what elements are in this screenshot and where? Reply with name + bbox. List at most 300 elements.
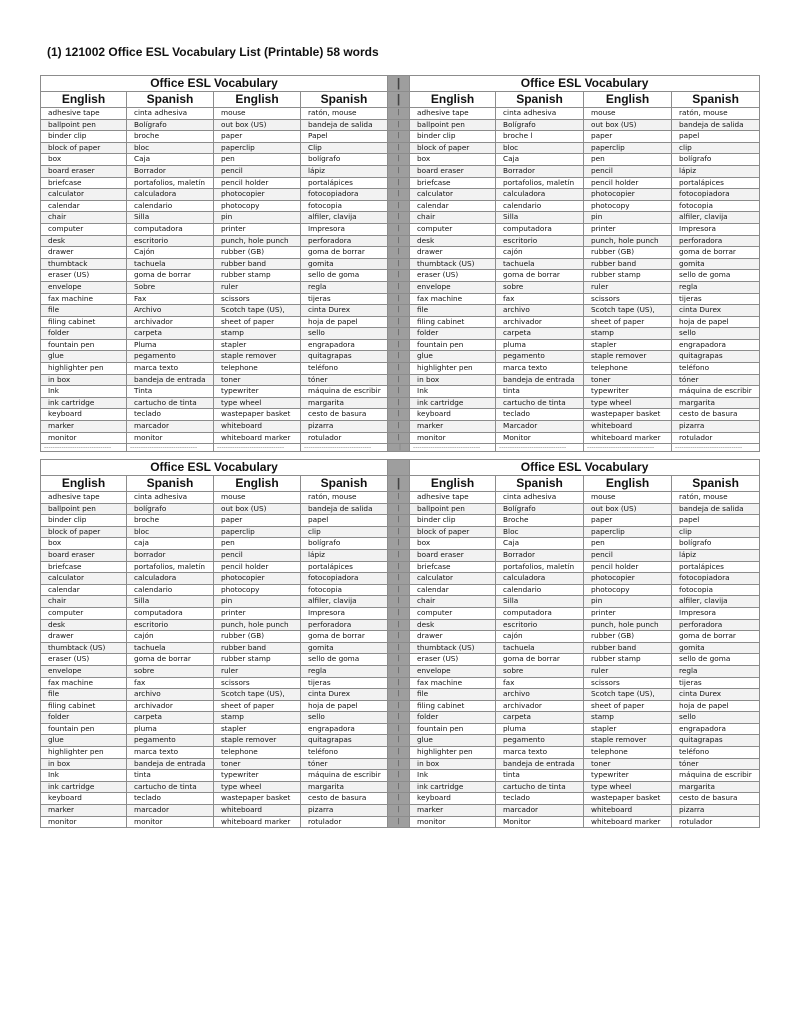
spanish-term: pluma bbox=[496, 723, 584, 735]
english-term: punch, hole punch bbox=[214, 235, 301, 247]
header-spanish: Spanish bbox=[127, 476, 214, 492]
spanish-term: portalápices bbox=[301, 177, 388, 189]
spanish-term: Silla bbox=[496, 212, 584, 224]
english-term: whiteboard bbox=[214, 421, 301, 433]
spanish-term: escritorio bbox=[127, 619, 214, 631]
english-term: mouse bbox=[584, 492, 672, 504]
header-spanish: Spanish bbox=[672, 476, 760, 492]
english-term: fountain pen bbox=[410, 339, 496, 351]
spanish-term: tóner bbox=[672, 374, 760, 386]
dash-line: ------------------------------- bbox=[41, 444, 127, 452]
spanish-term: Fax bbox=[127, 293, 214, 305]
english-term: envelope bbox=[410, 281, 496, 293]
spanish-term: archivo bbox=[496, 689, 584, 701]
english-term: toner bbox=[214, 374, 301, 386]
english-term: paper bbox=[214, 515, 301, 527]
spanish-term: regla bbox=[672, 281, 760, 293]
english-term: keyboard bbox=[410, 793, 496, 805]
spanish-term: engrapadora bbox=[672, 723, 760, 735]
vocab-row bbox=[41, 212, 760, 224]
english-term: scissors bbox=[214, 677, 301, 689]
vocab-row bbox=[41, 712, 760, 724]
vocab-row bbox=[41, 200, 760, 212]
spanish-term: ratón, mouse bbox=[301, 108, 388, 120]
spanish-term: Silla bbox=[127, 212, 214, 224]
english-term: toner bbox=[214, 758, 301, 770]
english-term: photocopy bbox=[584, 584, 672, 596]
spanish-term: goma de borrar bbox=[496, 270, 584, 282]
english-term: wastepaper basket bbox=[584, 793, 672, 805]
spanish-term: sello de goma bbox=[672, 654, 760, 666]
vocab-row bbox=[41, 177, 760, 189]
spanish-term: teléfono bbox=[672, 363, 760, 375]
spanish-term: Pluma bbox=[127, 339, 214, 351]
column-divider: | bbox=[388, 339, 410, 351]
spanish-term: bandeja de salida bbox=[672, 119, 760, 131]
english-term: printer bbox=[584, 223, 672, 235]
vocab-row bbox=[41, 235, 760, 247]
column-divider: | bbox=[388, 712, 410, 724]
english-term: ruler bbox=[584, 281, 672, 293]
vocab-table-top bbox=[40, 75, 760, 452]
spanish-term: engrapadora bbox=[672, 339, 760, 351]
english-term: pencil bbox=[214, 549, 301, 561]
english-term: binder clip bbox=[41, 515, 127, 527]
header-english: English bbox=[410, 92, 496, 108]
spanish-term: tijeras bbox=[672, 677, 760, 689]
vocab-row bbox=[41, 316, 760, 328]
english-term: whiteboard bbox=[584, 805, 672, 817]
spanish-term: computadora bbox=[496, 223, 584, 235]
spanish-term: quitagrapas bbox=[301, 735, 388, 747]
spanish-term: rotulador bbox=[672, 432, 760, 444]
spanish-term: quitagrapas bbox=[672, 735, 760, 747]
spanish-term: Tinta bbox=[127, 386, 214, 398]
english-term: pen bbox=[214, 154, 301, 166]
dash-line: ------------------------------- bbox=[127, 444, 214, 452]
column-divider: | bbox=[388, 747, 410, 759]
english-term: rubber stamp bbox=[214, 270, 301, 282]
vocab-row bbox=[41, 258, 760, 270]
spanish-term: pizarra bbox=[301, 421, 388, 433]
spanish-term: archivo bbox=[127, 689, 214, 701]
spanish-term: cajón bbox=[127, 631, 214, 643]
spanish-term: bandeja de entrada bbox=[496, 374, 584, 386]
spanish-term: ratón, mouse bbox=[672, 108, 760, 120]
spanish-term: hoja de papel bbox=[301, 316, 388, 328]
column-divider: | bbox=[388, 409, 410, 421]
english-term: telephone bbox=[214, 363, 301, 375]
vocab-row bbox=[41, 386, 760, 398]
spanish-term: goma de borrar bbox=[672, 631, 760, 643]
english-term: printer bbox=[214, 223, 301, 235]
spanish-term: Archivo bbox=[127, 305, 214, 317]
english-term: file bbox=[41, 305, 127, 317]
spanish-term: borrador bbox=[127, 549, 214, 561]
spanish-term: fotocopia bbox=[301, 584, 388, 596]
spanish-term: marca texto bbox=[496, 747, 584, 759]
english-term: fountain pen bbox=[410, 723, 496, 735]
english-term: eraser (US) bbox=[41, 654, 127, 666]
english-term: ink cartridge bbox=[41, 397, 127, 409]
english-term: monitor bbox=[410, 432, 496, 444]
spanish-term: fotocopia bbox=[672, 584, 760, 596]
english-term: typewriter bbox=[214, 386, 301, 398]
english-term: adhesive tape bbox=[410, 108, 496, 120]
spanish-term: teclado bbox=[127, 793, 214, 805]
spanish-term: alfiler, clavija bbox=[672, 212, 760, 224]
vocab-table-bottom bbox=[40, 459, 760, 828]
spanish-term: pegamento bbox=[496, 735, 584, 747]
column-divider: | bbox=[388, 573, 410, 585]
header-english: English bbox=[41, 476, 127, 492]
column-divider: | bbox=[388, 584, 410, 596]
column-divider: | bbox=[388, 503, 410, 515]
column-divider: | bbox=[388, 700, 410, 712]
spanish-term: calendario bbox=[496, 584, 584, 596]
spanish-term: teléfono bbox=[301, 747, 388, 759]
english-term: board eraser bbox=[410, 165, 496, 177]
english-term: filing cabinet bbox=[410, 316, 496, 328]
vocab-row bbox=[41, 189, 760, 201]
english-term: rubber band bbox=[214, 642, 301, 654]
spanish-term: computadora bbox=[127, 223, 214, 235]
spanish-term: gomita bbox=[301, 642, 388, 654]
vocab-row bbox=[41, 409, 760, 421]
spanish-term: Bolígrafo bbox=[496, 119, 584, 131]
spanish-term: gomita bbox=[672, 642, 760, 654]
spanish-term: tóner bbox=[301, 374, 388, 386]
spanish-term: sello bbox=[301, 712, 388, 724]
english-term: block of paper bbox=[410, 526, 496, 538]
header-english: English bbox=[584, 92, 672, 108]
english-term: rubber (GB) bbox=[214, 631, 301, 643]
dash-line: ------------------------------- bbox=[301, 444, 388, 452]
english-term: block of paper bbox=[41, 142, 127, 154]
english-term: Scotch tape (US), bbox=[584, 305, 672, 317]
english-term: chair bbox=[410, 212, 496, 224]
english-term: ink cartridge bbox=[410, 397, 496, 409]
column-divider: | bbox=[388, 607, 410, 619]
english-term: pencil holder bbox=[584, 561, 672, 573]
english-term: paperclip bbox=[584, 142, 672, 154]
english-term: photocopier bbox=[214, 573, 301, 585]
vocab-row bbox=[41, 573, 760, 585]
spanish-term: computadora bbox=[496, 607, 584, 619]
english-term: calculator bbox=[410, 189, 496, 201]
spanish-term: gomita bbox=[672, 258, 760, 270]
spanish-term: calculadora bbox=[127, 573, 214, 585]
english-term: staple remover bbox=[584, 351, 672, 363]
spanish-term: lápiz bbox=[301, 549, 388, 561]
column-divider: | bbox=[388, 596, 410, 608]
english-term: wastepaper basket bbox=[214, 793, 301, 805]
english-term: chair bbox=[41, 596, 127, 608]
vocab-row bbox=[41, 397, 760, 409]
english-term: keyboard bbox=[410, 409, 496, 421]
column-divider: | bbox=[388, 328, 410, 340]
spanish-term: bolígrafo bbox=[301, 154, 388, 166]
spanish-term: cajón bbox=[496, 247, 584, 259]
column-divider: | bbox=[388, 119, 410, 131]
english-term: punch, hole punch bbox=[584, 235, 672, 247]
english-term: pin bbox=[584, 212, 672, 224]
spanish-term: pluma bbox=[496, 339, 584, 351]
spanish-term: clip bbox=[301, 526, 388, 538]
spanish-term: sello bbox=[301, 328, 388, 340]
column-divider: | bbox=[388, 270, 410, 282]
vocab-row bbox=[41, 770, 760, 782]
english-term: photocopier bbox=[584, 573, 672, 585]
english-term: binder clip bbox=[410, 515, 496, 527]
english-term: pencil bbox=[214, 165, 301, 177]
spanish-term: hoja de papel bbox=[301, 700, 388, 712]
spanish-term: margarita bbox=[301, 781, 388, 793]
english-term: ink cartridge bbox=[41, 781, 127, 793]
spanish-term: sello de goma bbox=[301, 270, 388, 282]
column-divider: | bbox=[388, 142, 410, 154]
english-term: paper bbox=[584, 131, 672, 143]
spanish-term: archivador bbox=[496, 316, 584, 328]
spanish-term: cartucho de tinta bbox=[496, 397, 584, 409]
spanish-term: archivador bbox=[496, 700, 584, 712]
english-term: thumbtack (US) bbox=[41, 642, 127, 654]
spanish-term: calendario bbox=[127, 584, 214, 596]
column-divider: | bbox=[388, 619, 410, 631]
vocab-row bbox=[41, 281, 760, 293]
english-term: photocopy bbox=[214, 200, 301, 212]
spanish-term: papel bbox=[672, 131, 760, 143]
english-term: mouse bbox=[214, 108, 301, 120]
english-term: type wheel bbox=[214, 397, 301, 409]
english-term: block of paper bbox=[410, 142, 496, 154]
spanish-term: fotocopiadora bbox=[301, 189, 388, 201]
spanish-term: caja bbox=[127, 538, 214, 550]
english-term: desk bbox=[410, 619, 496, 631]
vocab-row bbox=[41, 247, 760, 259]
spanish-term: margarita bbox=[672, 781, 760, 793]
spanish-term: sobre bbox=[496, 665, 584, 677]
column-divider: | bbox=[388, 677, 410, 689]
english-term: monitor bbox=[41, 432, 127, 444]
spanish-term: sello de goma bbox=[672, 270, 760, 282]
spanish-term: sello bbox=[672, 712, 760, 724]
spanish-term: calendario bbox=[127, 200, 214, 212]
spanish-term: cinta Durex bbox=[672, 305, 760, 317]
spanish-term: tachuela bbox=[496, 642, 584, 654]
spanish-term: máquina de escribir bbox=[672, 386, 760, 398]
english-term: sheet of paper bbox=[214, 316, 301, 328]
vocab-row bbox=[41, 561, 760, 573]
english-term: rubber (GB) bbox=[584, 631, 672, 643]
vocab-row bbox=[41, 526, 760, 538]
english-term: staple remover bbox=[584, 735, 672, 747]
english-term: briefcase bbox=[41, 177, 127, 189]
spanish-term: cinta Durex bbox=[672, 689, 760, 701]
english-term: Ink bbox=[41, 386, 127, 398]
spanish-term: fotocopiadora bbox=[672, 189, 760, 201]
english-term: stapler bbox=[214, 339, 301, 351]
column-divider: | bbox=[388, 363, 410, 375]
english-term: rubber band bbox=[584, 642, 672, 654]
header-english: English bbox=[41, 92, 127, 108]
spanish-term: calculadora bbox=[496, 573, 584, 585]
spanish-term: Impresora bbox=[672, 607, 760, 619]
column-divider: | bbox=[388, 305, 410, 317]
column-divider: | bbox=[388, 421, 410, 433]
english-term: chair bbox=[410, 596, 496, 608]
spanish-term: Caja bbox=[496, 154, 584, 166]
english-term: whiteboard bbox=[214, 805, 301, 817]
english-term: keyboard bbox=[41, 793, 127, 805]
spanish-term: pizarra bbox=[672, 421, 760, 433]
spanish-term: regla bbox=[672, 665, 760, 677]
spanish-term: bloc bbox=[127, 526, 214, 538]
column-divider: | bbox=[388, 432, 410, 444]
spanish-term: tóner bbox=[301, 758, 388, 770]
vocab-row bbox=[41, 503, 760, 515]
english-term: whiteboard marker bbox=[214, 816, 301, 828]
spanish-term: cinta adhesiva bbox=[496, 492, 584, 504]
spanish-term: marcador bbox=[127, 421, 214, 433]
english-term: in box bbox=[410, 374, 496, 386]
english-term: highlighter pen bbox=[410, 747, 496, 759]
english-term: thumbtack bbox=[41, 258, 127, 270]
spanish-term: archivador bbox=[127, 700, 214, 712]
spanish-term: papel bbox=[672, 515, 760, 527]
spanish-term: lápiz bbox=[672, 165, 760, 177]
column-divider: | bbox=[388, 281, 410, 293]
english-term: out box (US) bbox=[584, 503, 672, 515]
english-term: monitor bbox=[410, 816, 496, 828]
english-term: type wheel bbox=[584, 781, 672, 793]
spanish-term: alfiler, clavija bbox=[301, 212, 388, 224]
spanish-term: carpeta bbox=[496, 712, 584, 724]
english-term: desk bbox=[410, 235, 496, 247]
header-spanish: Spanish bbox=[496, 476, 584, 492]
spanish-term: goma de borrar bbox=[127, 654, 214, 666]
header-spanish: Spanish bbox=[301, 92, 388, 108]
vocab-row bbox=[41, 108, 760, 120]
column-divider: | bbox=[388, 654, 410, 666]
english-term: wastepaper basket bbox=[584, 409, 672, 421]
spanish-term: teléfono bbox=[672, 747, 760, 759]
spanish-term: bandeja de salida bbox=[301, 119, 388, 131]
column-divider: | bbox=[388, 735, 410, 747]
english-term: rubber band bbox=[214, 258, 301, 270]
english-term: computer bbox=[410, 607, 496, 619]
english-term: photocopier bbox=[584, 189, 672, 201]
english-term: paper bbox=[584, 515, 672, 527]
column-divider: | bbox=[388, 247, 410, 259]
spanish-term: clip bbox=[672, 142, 760, 154]
spanish-term: fax bbox=[496, 677, 584, 689]
english-term: highlighter pen bbox=[41, 747, 127, 759]
spanish-term: margarita bbox=[672, 397, 760, 409]
vocab-row bbox=[41, 339, 760, 351]
spanish-term: gomita bbox=[301, 258, 388, 270]
spanish-term: cinta Durex bbox=[301, 689, 388, 701]
english-term: rubber stamp bbox=[584, 654, 672, 666]
spanish-term: bandeja de entrada bbox=[496, 758, 584, 770]
column-divider: | bbox=[388, 386, 410, 398]
english-term: binder clip bbox=[41, 131, 127, 143]
spanish-term: archivo bbox=[496, 305, 584, 317]
english-term: in box bbox=[410, 758, 496, 770]
english-term: folder bbox=[41, 328, 127, 340]
spanish-term: Bolígrafo bbox=[127, 119, 214, 131]
english-term: ballpoint pen bbox=[410, 119, 496, 131]
spanish-term: monitor bbox=[127, 816, 214, 828]
english-term: photocopy bbox=[214, 584, 301, 596]
column-divider: | bbox=[388, 235, 410, 247]
header-english: English bbox=[584, 476, 672, 492]
header-spanish: Spanish bbox=[301, 476, 388, 492]
spanish-term: tachuela bbox=[127, 258, 214, 270]
spanish-term: fotocopia bbox=[672, 200, 760, 212]
spanish-term: calculadora bbox=[496, 189, 584, 201]
english-term: Scotch tape (US), bbox=[584, 689, 672, 701]
english-term: typewriter bbox=[584, 770, 672, 782]
spanish-term: cesto de basura bbox=[672, 793, 760, 805]
vocab-row bbox=[41, 642, 760, 654]
spanish-term: sobre bbox=[496, 281, 584, 293]
spanish-term: fotocopiadora bbox=[301, 573, 388, 585]
english-term: pencil holder bbox=[214, 177, 301, 189]
spanish-term: tijeras bbox=[301, 677, 388, 689]
column-divider: | bbox=[388, 444, 410, 452]
spanish-term: calculadora bbox=[127, 189, 214, 201]
english-term: Ink bbox=[410, 770, 496, 782]
column-divider: | bbox=[388, 76, 410, 92]
spanish-term: portalápices bbox=[672, 177, 760, 189]
spanish-term: marca texto bbox=[127, 363, 214, 375]
spanish-term: rotulador bbox=[672, 816, 760, 828]
spanish-term: hoja de papel bbox=[672, 316, 760, 328]
spanish-term: cesto de basura bbox=[672, 409, 760, 421]
dash-line: ------------------------------- bbox=[584, 444, 672, 452]
vocab-row bbox=[41, 538, 760, 550]
column-divider: | bbox=[388, 770, 410, 782]
block-title-left: Office ESL Vocabulary bbox=[41, 76, 388, 92]
english-term: glue bbox=[410, 735, 496, 747]
vocab-row bbox=[41, 328, 760, 340]
english-term: ruler bbox=[584, 665, 672, 677]
english-term: printer bbox=[214, 607, 301, 619]
english-term: scissors bbox=[214, 293, 301, 305]
english-term: file bbox=[41, 689, 127, 701]
spanish-term: cajón bbox=[496, 631, 584, 643]
spanish-term: sello de goma bbox=[301, 654, 388, 666]
column-divider: | bbox=[388, 165, 410, 177]
english-term: calculator bbox=[41, 189, 127, 201]
header-spanish: Spanish bbox=[672, 92, 760, 108]
english-term: paperclip bbox=[214, 526, 301, 538]
spanish-term: tinta bbox=[496, 770, 584, 782]
english-term: fax machine bbox=[410, 293, 496, 305]
spanish-term: cinta adhesiva bbox=[127, 108, 214, 120]
spanish-term: portafolios, maletín bbox=[127, 561, 214, 573]
english-term: rubber stamp bbox=[584, 270, 672, 282]
english-term: eraser (US) bbox=[410, 654, 496, 666]
spanish-term: bolígrafo bbox=[672, 154, 760, 166]
spanish-term: marca texto bbox=[127, 747, 214, 759]
spanish-term: bloc bbox=[127, 142, 214, 154]
spanish-term: perforadora bbox=[301, 619, 388, 631]
spanish-term: fotocopia bbox=[301, 200, 388, 212]
header-english: English bbox=[214, 476, 301, 492]
vocab-row bbox=[41, 619, 760, 631]
